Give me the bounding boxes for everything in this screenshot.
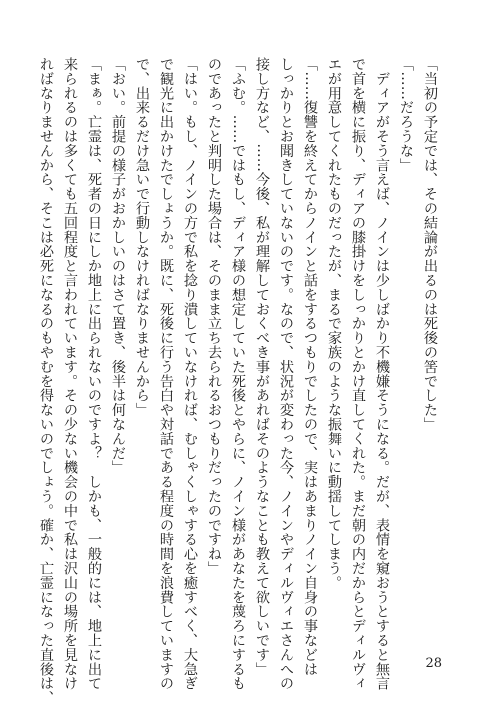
text-line: 「はい。もし、ノインの方で私を捻り潰していなければ、むしゃくしゃする心を癒すべく、大急ぎ — [182, 57, 198, 691]
text-line: で首を横に振り、ディアの膝掛けをしっかりとかけ直してくれた。まだ朝の内だからとディルヴィ — [350, 57, 366, 691]
text-line: しっかりとお聞きしていないのです。なので、状況が変わった今、ノインやディルヴィエさんへの — [278, 57, 294, 691]
text-line: 接し方など、……今後、私が理解しておくべき事があればそのようなことも教えて欲しいです」 — [254, 57, 270, 677]
text-line: ディアがそう言えば、ノインは少しばかり不機嫌そうになる。だが、表情を窺おうとすると無言 — [374, 57, 390, 691]
text-line: のであったと判明した場合は、そのまま立ち去られるおつもりだったのですね」 — [206, 57, 222, 576]
text-line: で観光に出かけたでしょうか。既に、死後に行う告白や対話である程度の時間を浪費していますの — [158, 57, 174, 691]
text-line: エが用意してくれたものだったが、まるで家族のような振舞いに動揺してしまう。 — [326, 57, 342, 590]
text-line: 「まぁ。亡霊は、死者の日にしか地上に出られないのですよ？ しかも、一般的には、地上に出て — [86, 57, 102, 691]
text-line: 「当初の予定では、その結論が出るのは死後の筈でした」 — [422, 57, 438, 432]
text-line: 「おい。前提の様子がおかしいのはさて置き、後半は何なんだ」 — [110, 57, 126, 475]
text-line: 来られるのは多くても五回程度と言われています。その少ない機会の中で私は沢山の場所を見なけ — [62, 57, 78, 691]
text-line: 「ふむ。……ではもし、ディア様の想定していた死後とやらに、ノイン様があなたを蔑ろにするも — [230, 57, 246, 691]
text-line: で、出来るだけ急いで行動しなければなりませんから」 — [134, 57, 150, 417]
text-line: 「……だろうな」 — [398, 57, 414, 173]
text-line: 「……復讐を終えてからノインと話をするつもりでしたので、実はあまりノイン自身の事などは — [302, 57, 318, 677]
page-number: 28 — [425, 656, 442, 671]
text-line: ればなりませんから、そこは必死になるのもやむを得ないのでしょう。確か、亡霊になった直後は、 — [38, 57, 54, 705]
